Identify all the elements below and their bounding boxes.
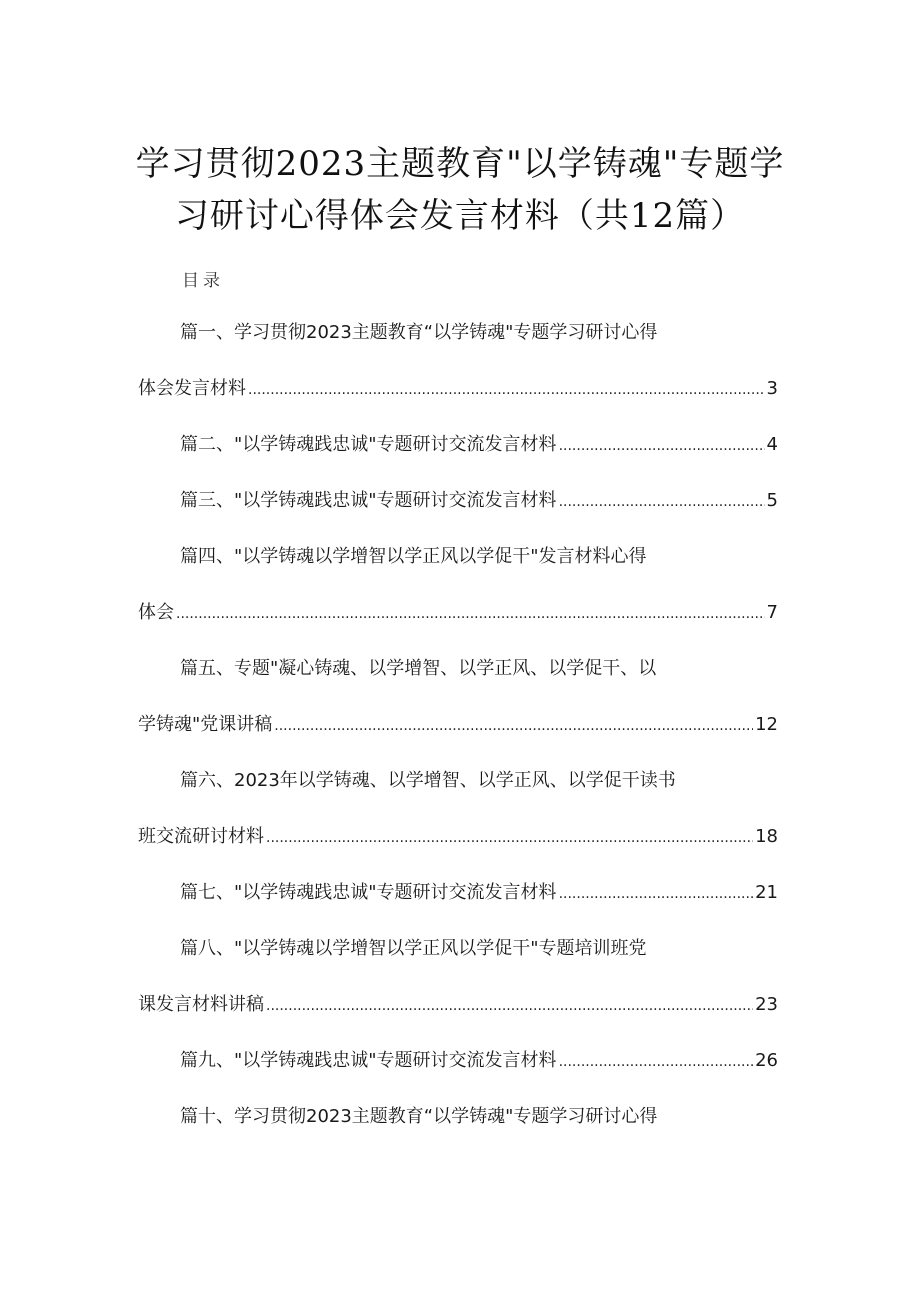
toc-entry-9[interactable] (180, 1048, 778, 1074)
toc-entry-2-page: 4 (766, 434, 778, 455)
toc-entry-4-line-1[interactable]: 篇四、"以学铸魂以学增智以学正风以学促干"发言材料心得 (180, 546, 647, 567)
toc-entry-7[interactable] (180, 880, 778, 906)
toc-entry-7-text: 篇七、"以学铸魂践忠诚"专题研讨交流发言材料 (180, 882, 557, 903)
dot-leader (266, 825, 753, 851)
toc-entry-1-text: 体会发言材料 (138, 378, 246, 399)
toc-entry-3[interactable] (180, 488, 778, 514)
document-title-line-2: 习研讨心得体会发言材料（共12篇） (174, 196, 746, 236)
dot-leader (266, 993, 753, 1019)
toc-entry-6-line-1[interactable]: 篇六、2023年以学铸魂、以学增智、以学正风、以学促干读书 (180, 770, 676, 791)
toc-entry-10-line-1[interactable]: 篇十、学习贯彻2023主题教育“以学铸魂"专题学习研讨心得 (180, 1106, 658, 1127)
toc-entry-8-text: 课发言材料讲稿 (138, 994, 264, 1015)
toc-entry-2-text: 篇二、"以学铸魂践忠诚"专题研讨交流发言材料 (180, 434, 557, 455)
toc-entry-9-page: 26 (755, 1050, 778, 1071)
document-title-line-1: 学习贯彻2023主题教育"以学铸魂"专题学 (135, 144, 785, 184)
dot-leader (559, 1049, 754, 1075)
toc-entry-6-line-2[interactable] (138, 824, 778, 850)
toc-entry-9-text: 篇九、"以学铸魂践忠诚"专题研讨交流发言材料 (180, 1050, 557, 1071)
toc-entry-6-text: 班交流研讨材料 (138, 826, 264, 847)
toc-entry-7-page: 21 (755, 882, 778, 903)
toc-entry-8-page: 23 (755, 994, 778, 1015)
dot-leader (559, 489, 765, 515)
dot-leader (176, 601, 765, 627)
toc-entry-3-page: 5 (766, 490, 778, 511)
toc-entry-4-line-2[interactable] (138, 600, 778, 626)
dot-leader (274, 713, 753, 739)
toc-entry-8-line-1[interactable]: 篇八、"以学铸魂以学增智以学正风以学促干"专题培训班党 (180, 938, 647, 959)
toc-entry-2[interactable] (180, 432, 778, 458)
toc-entry-5-line-2[interactable] (138, 712, 778, 738)
toc-entry-5-text: 学铸魂"党课讲稿 (138, 714, 273, 735)
toc-entry-4-text: 体会 (138, 602, 174, 623)
toc-entry-1-page: 3 (766, 378, 778, 399)
dot-leader (559, 433, 765, 459)
toc-entry-4-page: 7 (766, 602, 778, 623)
dot-leader (559, 881, 754, 907)
toc-entry-8-line-2[interactable] (138, 992, 778, 1018)
toc-entry-5-line-1[interactable]: 篇五、专题"凝心铸魂、以学增智、以学正风、以学促干、以 (180, 658, 657, 679)
toc-heading: 目录 (182, 271, 224, 291)
toc-entry-1-line-1[interactable]: 篇一、学习贯彻2023主题教育“以学铸魂"专题学习研讨心得 (180, 322, 658, 343)
dot-leader (248, 377, 765, 403)
toc-entry-5-page: 12 (755, 714, 778, 735)
toc-entry-3-text: 篇三、"以学铸魂践忠诚"专题研讨交流发言材料 (180, 490, 557, 511)
toc-entry-1-line-2[interactable] (138, 376, 778, 402)
toc-entry-6-page: 18 (755, 826, 778, 847)
